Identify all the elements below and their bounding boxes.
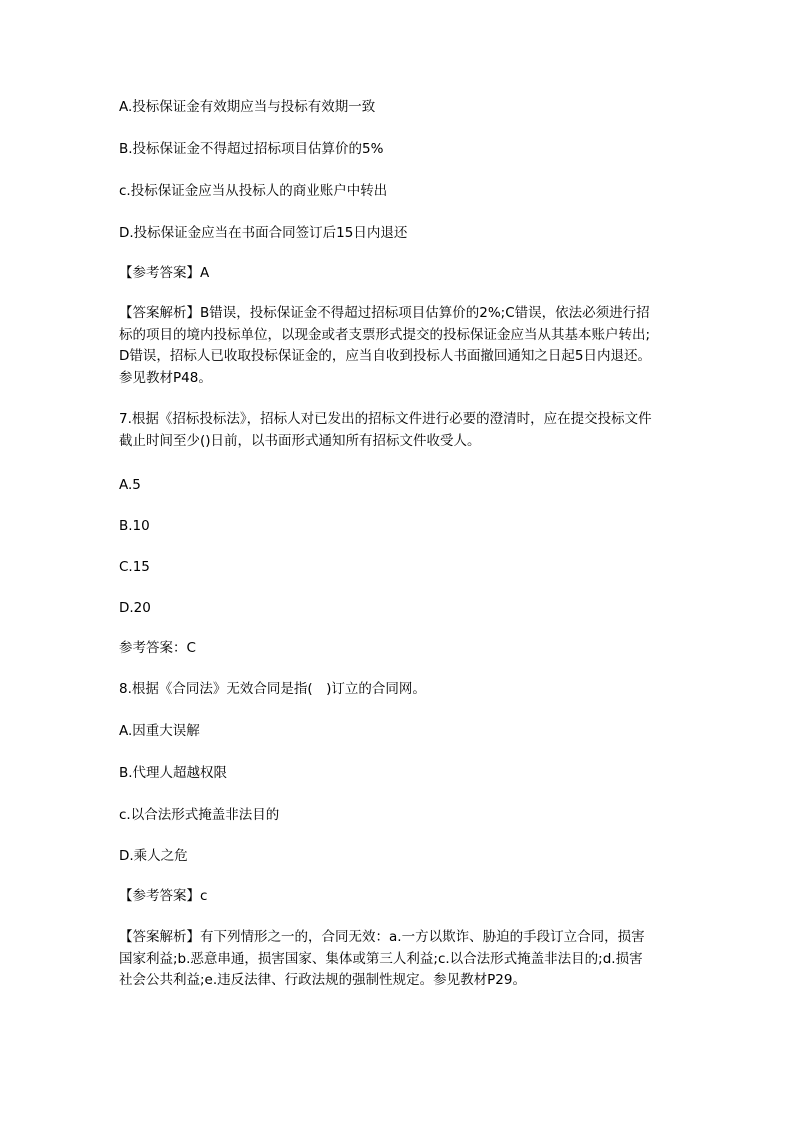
q6-option-a: A.投标保证金有效期应当与投标有效期一致 — [119, 99, 376, 115]
q6-answer: 【参考答案】A — [119, 265, 210, 281]
q7-question-line: 7.根据《招标投标法》，招标人对已发出的招标文件进行必要的澄清时，应在提交投标文件 — [119, 411, 652, 427]
q8-option-a: A.因重大误解 — [119, 723, 200, 739]
q7-question-line: 截止时间至少()日前，以书面形式通知所有招标文件收受人。 — [119, 432, 481, 449]
q8-option-b: B.代理人超越权限 — [119, 765, 228, 781]
q8-analysis-line: 社会公共利益;e.违反法律、行政法规的强制性规定。参见教材P29。 — [119, 972, 526, 988]
q8-option-d: D.乘人之危 — [119, 848, 188, 864]
q6-option-b: B.投标保证金不得超过招标项目估算价的5% — [119, 141, 384, 157]
q6-option-d: D.投标保证金应当在书面合同签订后15日内退还 — [119, 225, 408, 241]
q8-answer: 【参考答案】c — [119, 888, 208, 904]
q6-analysis-line: 【答案解析】B错误，投标保证金不得超过招标项目估算价的2%;C错误，依法必须进行招 — [119, 305, 650, 321]
q6-analysis-line: 标的项目的境内投标单位，以现金或者支票形式提交的投标保证金应当从其基本账户转出; — [119, 326, 651, 343]
q7-option-a: A.5 — [119, 477, 141, 493]
q7-option-c: C.15 — [119, 559, 150, 575]
q6-analysis — [119, 303, 679, 389]
q8-option-c: c.以合法形式掩盖非法目的 — [119, 807, 280, 823]
q6-analysis-line: D错误，招标人已收取投标保证金的，应当自收到投标人书面撤回通知之日起5日内退还。 — [119, 348, 651, 364]
q7-answer: 参考答案：C — [119, 640, 196, 656]
q7-question — [119, 409, 679, 452]
q6-analysis-line: 参见教材P48。 — [119, 369, 212, 386]
q7-option-b: B.10 — [119, 518, 150, 534]
q8-question: 8.根据《合同法》无效合同是指( )订立的合同网。 — [119, 681, 426, 697]
q6-option-c: c.投标保证金应当从投标人的商业账户中转出 — [119, 183, 388, 199]
q8-analysis-line: 国家利益;b.恶意串通，损害国家、集体或第三人利益;c.以合法形式掩盖非法目的;d.损害 — [119, 950, 643, 967]
q8-analysis — [119, 927, 679, 992]
q8-analysis-line: 【答案解析】有下列情形之一的，合同无效：a.一方以欺诈、胁迫的手段订立合同，损害 — [119, 929, 645, 945]
q7-option-d: D.20 — [119, 600, 151, 616]
